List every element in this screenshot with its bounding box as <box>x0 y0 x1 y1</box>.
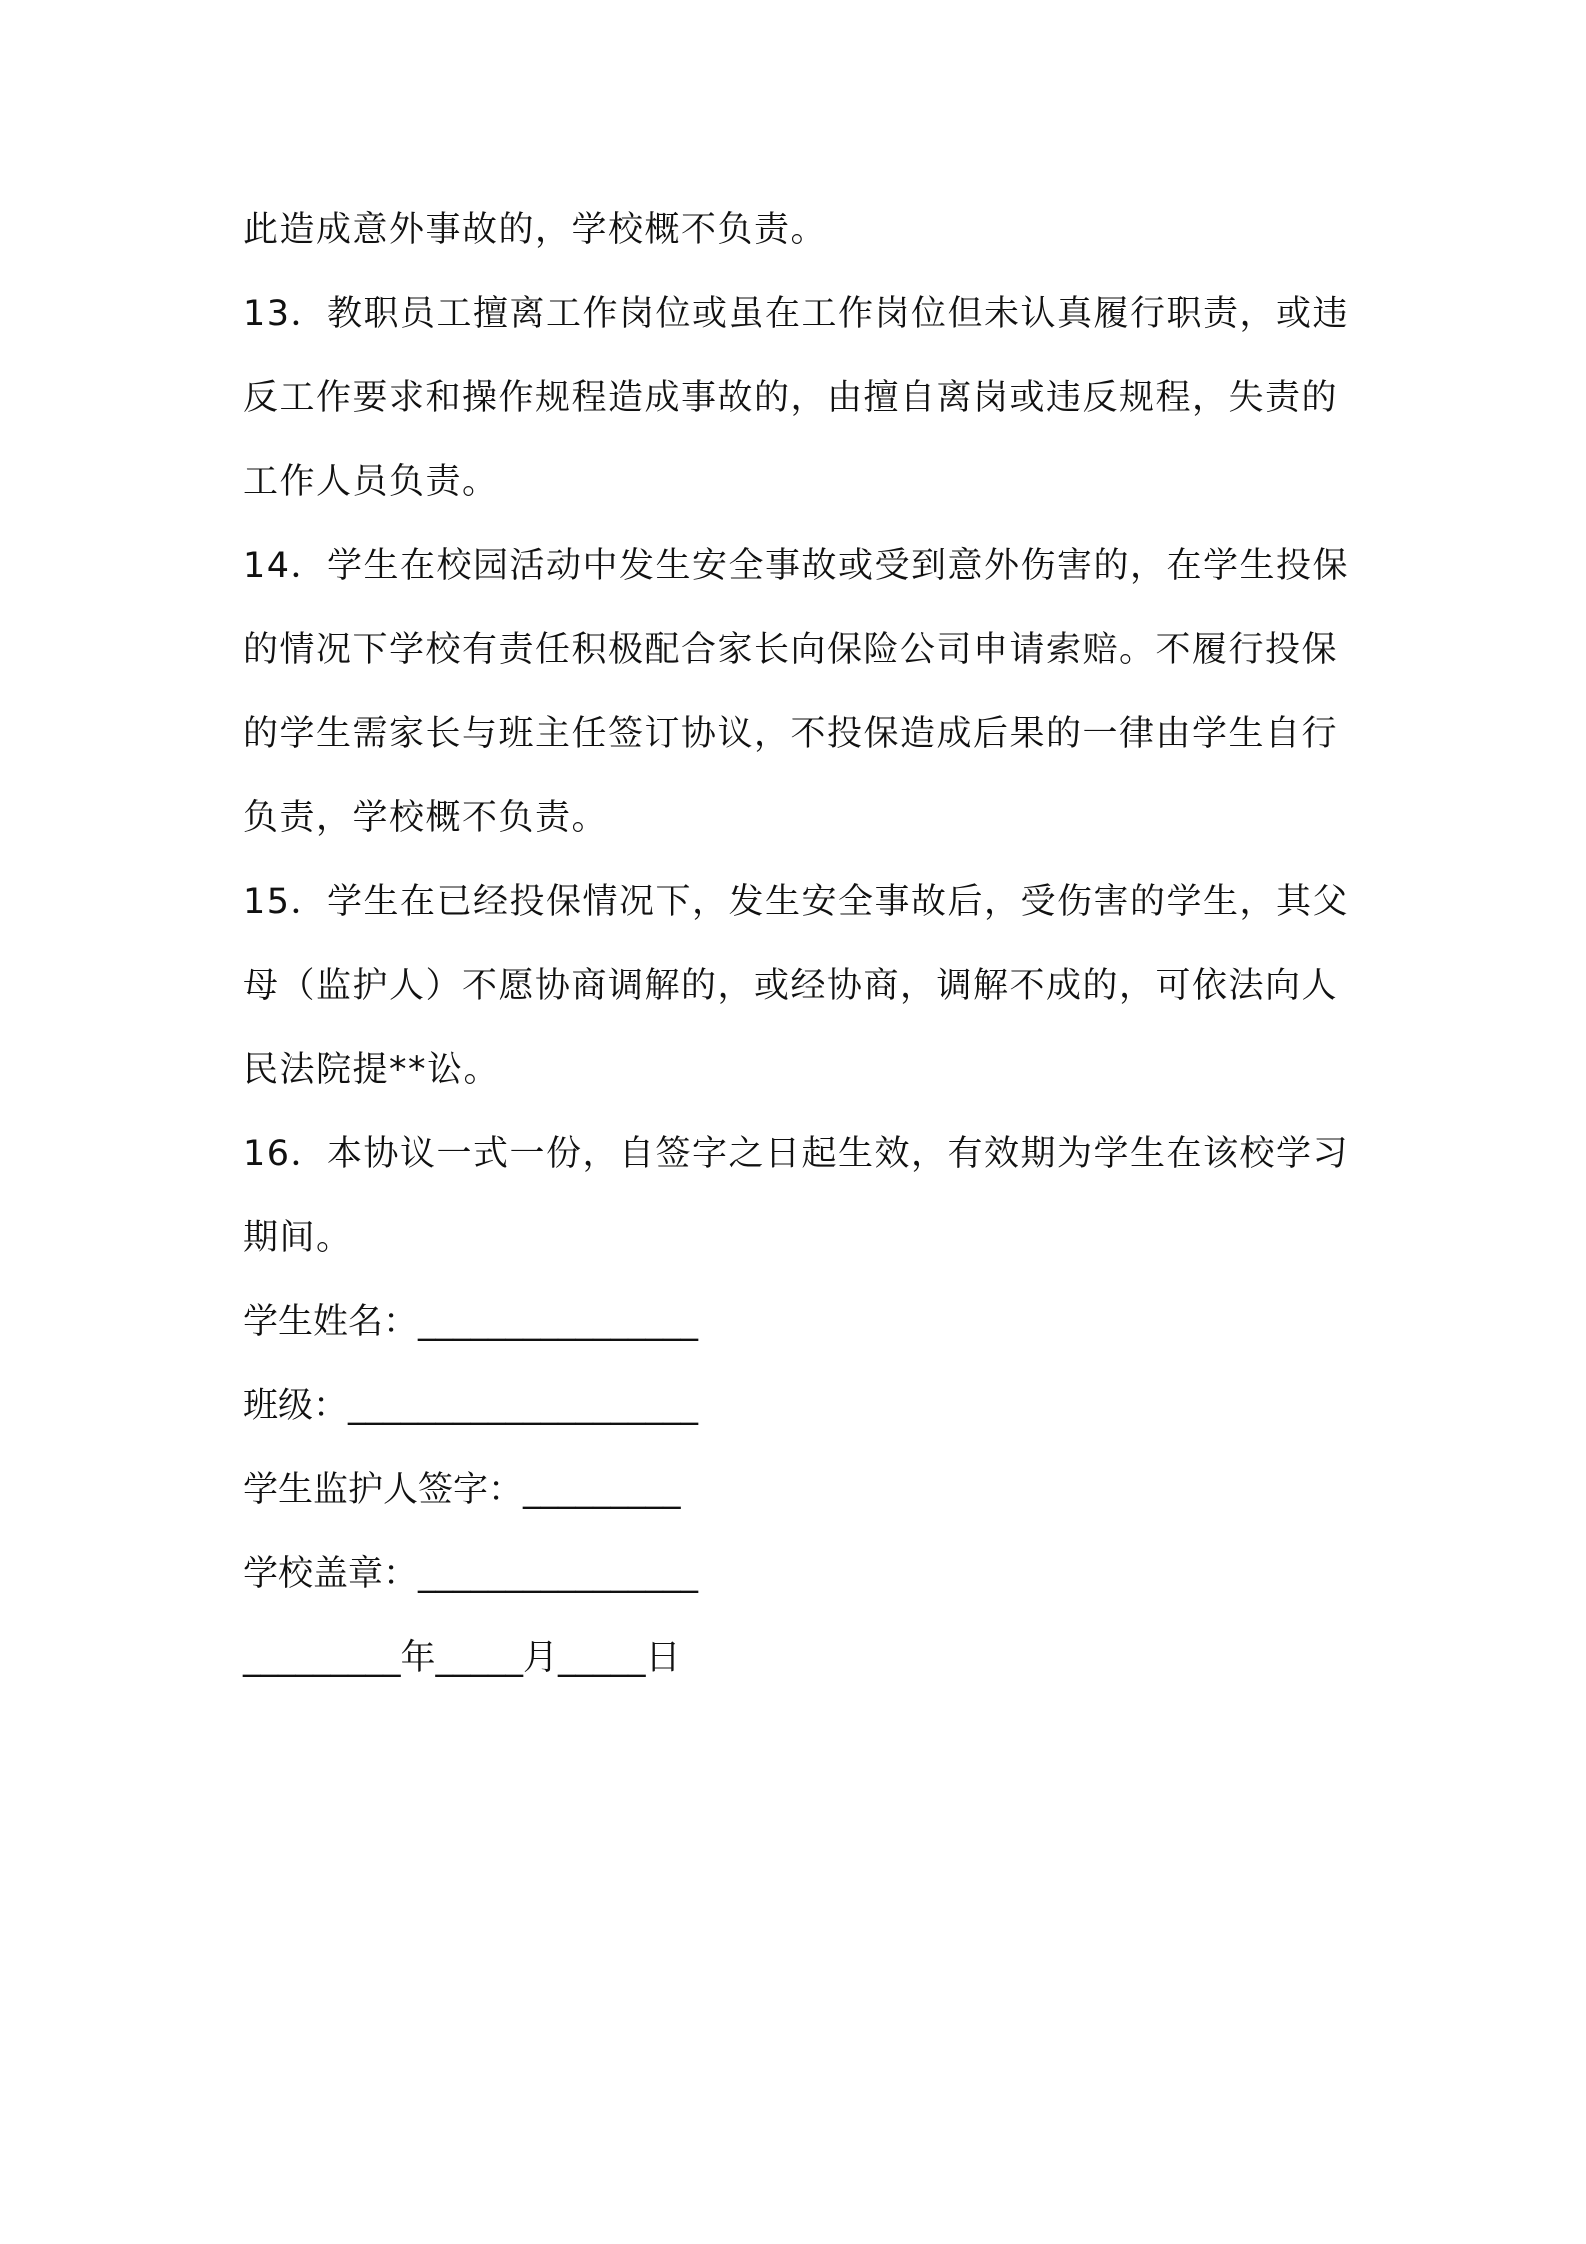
paragraph-15-line-2: 母（监护人）不愿协商调解的，或经协商，调解不成的，可依法向人 <box>243 966 1339 1006</box>
paragraph-13-line-1: 13．教职员工擅离工作岗位或虽在工作岗位但未认真履行职责，或违 <box>243 294 1350 334</box>
student-name-field: 学生姓名：________________ <box>243 1302 699 1342</box>
school-seal-field: 学校盖章：________________ <box>243 1554 699 1594</box>
date-field: _________年_____月_____日 <box>243 1638 681 1678</box>
document-body <box>243 198 1363 1710</box>
paragraph-14-line-3: 的学生需家长与班主任签订协议，不投保造成后果的一律由学生自行 <box>243 714 1339 754</box>
guardian-signature-field: 学生监护人签字：_________ <box>243 1470 681 1510</box>
paragraph-13-line-2: 反工作要求和操作规程造成事故的，由擅自离岗或违反规程，失责的 <box>243 378 1339 418</box>
paragraph-16-line-1: 16．本协议一式一份，自签字之日起生效，有效期为学生在该校学习 <box>243 1134 1350 1174</box>
class-field: 班级：____________________ <box>243 1386 699 1426</box>
paragraph-15-line-1: 15．学生在已经投保情况下，发生安全事故后，受伤害的学生，其父 <box>243 882 1350 922</box>
paragraph-14-line-4: 负责，学校概不负责。 <box>243 798 609 838</box>
paragraph-12-end: 此造成意外事故的，学校概不负责。 <box>243 210 828 250</box>
paragraph-14-line-2: 的情况下学校有责任积极配合家长向保险公司申请索赔。不履行投保 <box>243 630 1339 670</box>
paragraph-14-line-1: 14．学生在校园活动中发生安全事故或受到意外伤害的，在学生投保 <box>243 546 1350 586</box>
paragraph-13-line-3: 工作人员负责。 <box>243 462 499 502</box>
paragraph-15-line-3: 民法院提**讼。 <box>243 1050 501 1090</box>
paragraph-16-line-2: 期间。 <box>243 1218 353 1258</box>
